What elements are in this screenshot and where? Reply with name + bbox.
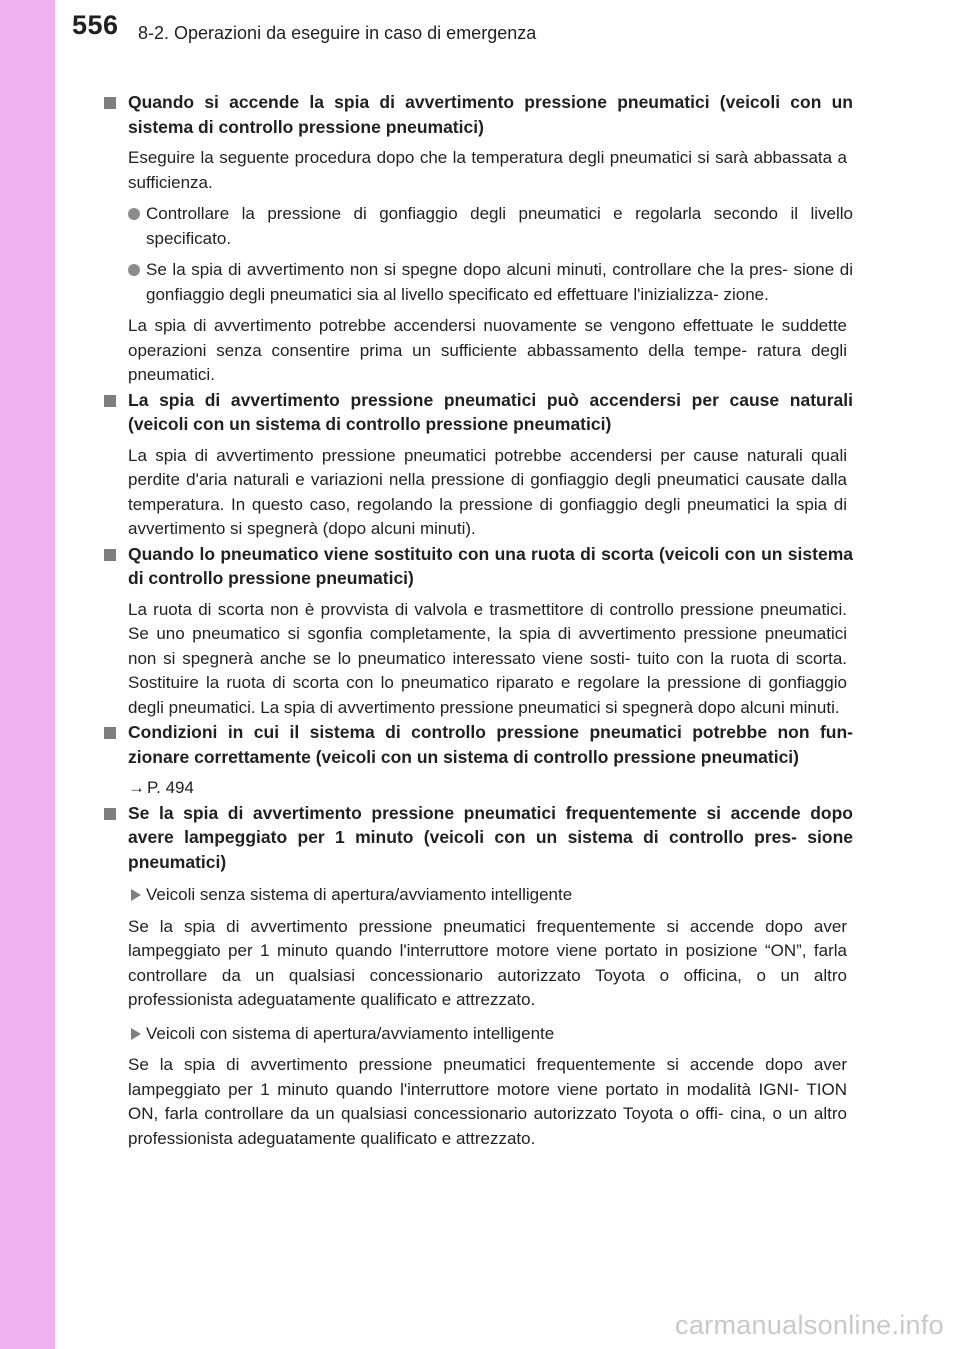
section-heading — [100, 90, 853, 139]
paragraph: La ruota di scorta non è provvista di valvola e trasmettitore di controllo pressione pneumatici. Se uno pneumatico si sgonfia completamente, la spia di avvertimento pressione pneumatici non si spegnerà anche se lo pneumatico interessato viene sosti- tuito con la ruota di scorta. Sostituire la ruota di scorta con lo pneumatico riparato e regolare la pressione di gonfiaggio degli pneumatici. La spia di avvertimento pressione pneumatici si spegnerà dopo alcuni minuti. — [128, 599, 847, 717]
square-bullet-icon — [104, 97, 116, 109]
section-frequent-light — [100, 801, 853, 1152]
heading-text: Condizioni in cui il sistema di controllo pressione pneumatici potrebbe non fun- zionare correttamente (veicoli con un sistema di controllo pressione pneumatici) — [128, 722, 853, 767]
paragraph: La spia di avvertimento potrebbe accendersi nuovamente se vengono effettuate le suddette operazioni senza consentire prima un sufficiente abbassamento della tempe- ratura degli pneumatici. — [128, 316, 847, 384]
sub-heading — [100, 883, 853, 908]
side-color-band — [0, 0, 55, 1349]
paragraph: Eseguire la seguente procedura dopo che la temperatura degli pneumatici si sarà abbassata a sufficienza. — [128, 148, 847, 192]
triangle-bullet-icon — [131, 1028, 141, 1040]
sub-heading — [100, 1022, 853, 1047]
section-heading — [100, 542, 853, 591]
arrow-right-icon: → — [128, 778, 145, 797]
list-item — [100, 202, 853, 251]
heading-text: Quando si accende la spia di avvertimento pressione pneumatici (veicoli con un sistema di controllo pressione pneumatici) — [128, 92, 853, 137]
square-bullet-icon — [104, 808, 116, 820]
section-title: 8-2. Operazioni da eseguire in caso di emergenza — [138, 23, 537, 43]
square-bullet-icon — [104, 395, 116, 407]
list-item — [100, 258, 853, 307]
sub-heading-text: Veicoli senza sistema di apertura/avviamento intelligente — [146, 885, 573, 904]
section-heading — [100, 720, 853, 769]
square-bullet-icon — [104, 549, 116, 561]
square-bullet-icon — [104, 727, 116, 739]
page-content — [100, 90, 853, 1151]
heading-text: Se la spia di avvertimento pressione pneumatici frequentemente si accende dopo avere lampeggiato per 1 minuto (veicoli con un sistema di controllo pres- sione pneumatici) — [128, 802, 853, 872]
heading-text: Quando lo pneumatico viene sostituito con una ruota di scorta (veicoli con un sistema di controllo pressione pneumatici) — [128, 543, 853, 588]
circle-bullet-icon — [128, 264, 140, 276]
section-malfunction-conditions — [100, 720, 853, 801]
sub-heading-text: Veicoli con sistema di apertura/avviamento intelligente — [146, 1023, 555, 1043]
page-reference-text: P. 494 — [147, 778, 194, 797]
section-tpms-warning-light — [100, 90, 853, 388]
list-item-text: Controllare la pressione di gonfiaggio degli pneumatici e regolarla secondo il livello specificato. — [146, 204, 853, 248]
paragraph: La spia di avvertimento pressione pneumatici potrebbe accendersi per cause naturali quali perdite d'aria naturali e variazioni nella pressione di gonfiaggio degli pneumatici causate dalla temperatura. In questo caso, regolando la pressione di gonfiaggio degli pneumatici la spia di avvertimento si spegnerà (dopo alcuni minuti). — [128, 445, 847, 538]
section-spare-wheel — [100, 542, 853, 721]
watermark: carmanualsonline.info — [675, 1310, 944, 1340]
list-item-text: Se la spia di avvertimento non si spegne dopo alcuni minuti, controllare che la pres- sione di gonfiaggio degli pneumatici sia al livello specificato ed effettuare l'inizializza- zione. — [146, 260, 853, 304]
paragraph: Se la spia di avvertimento pressione pneumatici frequentemente si accende dopo aver lampeggiato per 1 minuto quando l'interruttore motore viene portato in modalità IGNI- TION ON, farla controllare da un qualsiasi concessionario autorizzato Toyota o offi- cina, o un altro professionista adeguatamente qualificato e attrezzato. — [128, 1055, 847, 1148]
circle-bullet-icon — [128, 208, 140, 220]
triangle-bullet-icon — [131, 889, 141, 901]
page-number: 556 — [72, 10, 119, 40]
section-heading — [100, 801, 853, 875]
paragraph: Se la spia di avvertimento pressione pneumatici frequentemente si accende dopo aver lampeggiato per 1 minuto quando l'interruttore motore viene portato in posizione “ON”, farla controllare da un qualsiasi concessionario autorizzato Toyota o officina, o un altro professionista adeguatamente qualificato e attrezzato. — [128, 916, 847, 1009]
section-heading — [100, 388, 853, 437]
page-reference-link[interactable] — [100, 776, 853, 801]
section-natural-causes — [100, 388, 853, 542]
heading-text: La spia di avvertimento pressione pneumatici può accendersi per cause naturali (veicoli con un sistema di controllo pressione pneumatici) — [128, 389, 853, 434]
